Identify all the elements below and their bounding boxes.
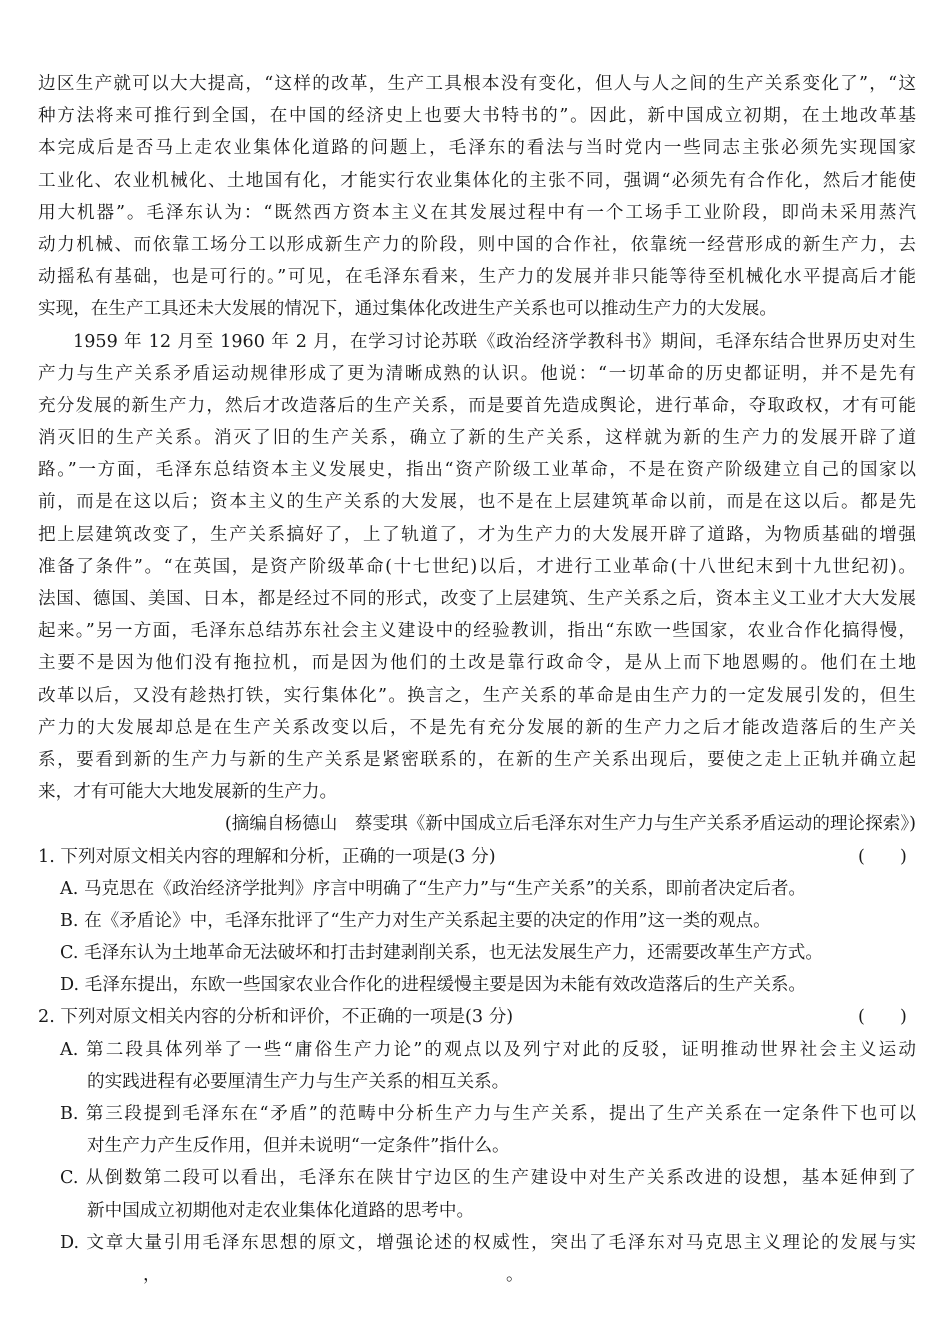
text-line: 产力的大发展却总是在生产关系改变以后，不是先有充分发展的新的生产力之后才能改造落后的生产关 bbox=[38, 717, 916, 738]
text-line: 产力与生产关系矛盾运动规律形成了更为清晰成熟的认识。他说：“一切革命的历史都证明，并不是先有 bbox=[38, 363, 916, 384]
text-line: 1959 年 12 月至 1960 年 2 月，在学习讨论苏联《政治经济学教科书》期间，毛泽东结合世界历史对生 bbox=[73, 331, 916, 352]
option-d[interactable]: D. 毛泽东提出，东欧一些国家农业合作化的进程缓慢主要是因为未能有效改造落后的生产关系。 bbox=[60, 975, 807, 996]
text-line: 前，而是在这以后；资本主义的生产关系的大发展，也不是在上层建筑革命以前，而是在这以后。都是先 bbox=[38, 492, 916, 513]
passage-paragraph-2 bbox=[38, 326, 916, 809]
option-c[interactable]: C. 从倒数第二段可以看出，毛泽东在陕甘宁边区的生产建设中对生产关系改进的设想，基本延伸到了 bbox=[60, 1168, 916, 1189]
option-a[interactable]: A. 马克思在《政治经济学批判》序言中明确了“生产力”与“生产关系”的关系，即前者决定后者。 bbox=[60, 878, 807, 899]
text-line: 充分发展的新生产力，然后才改造落后的生产关系，而是要首先造成舆论，进行革命，夺取政权，才有可能 bbox=[38, 395, 916, 416]
question-2 bbox=[38, 1001, 916, 1259]
text-line: 本完成后是否马上走农业集体化道路的问题上，毛泽东的看法与当时党内一些同志主张必须先实现国家 bbox=[38, 138, 916, 159]
text-line: 用大机器”。毛泽东认为：“既然西方资本主义在其发展过程中有一个工场手工业阶段，即尚未采用蒸汽 bbox=[38, 202, 916, 223]
question-stem: 1. 下列对原文相关内容的理解和分析，正确的一项是(3 分) bbox=[38, 846, 496, 867]
cutoff-line bbox=[38, 1259, 916, 1291]
text-line: 实现，在生产工具还未大发展的情况下，通过集体化改进生产关系也可以推动生产力的大发展。 bbox=[38, 299, 777, 320]
text-line: 改革以后，又没有趁热打铁，实行集体化”。换言之，生产关系的革命是由生产力的一定发展引发的，但生 bbox=[38, 685, 916, 706]
text-line: 边区生产就可以大大提高，“这样的改革，生产工具根本没有变化，但人与人之间的生产关系变化了”，“这 bbox=[38, 74, 916, 94]
text-line: 工业化、农业机械化、土地国有化，才能实行农业集体化的主张不同，强调“必须先有合作化，然后才能使 bbox=[38, 170, 916, 191]
option-c[interactable]: C. 毛泽东认为土地革命无法破坏和打击封建剥削关系，也无法发展生产力，还需要改革生产方式。 bbox=[60, 943, 823, 964]
option-c-continuation: 新中国成立初期他对走农业集体化道路的思考中。 bbox=[87, 1200, 475, 1221]
passage-paragraph-1 bbox=[38, 68, 916, 326]
option-a[interactable]: A. 第二段具体列举了一些“庸俗生产力论”的观点以及列宁对此的反驳，证明推动世界社会主义运动 bbox=[60, 1039, 916, 1060]
comma-fragment: ， bbox=[143, 1264, 161, 1285]
text-line: 主要不是因为他们没有拖拉机，而是因为他们的土改是靠行政命令，是从上而下地恩赐的。他们在土地 bbox=[38, 653, 916, 674]
text-line: 动力机械、而依靠工场分工以形成新生产力的阶段，则中国的合作社，依靠统一经营形成的新生产力，去 bbox=[38, 234, 916, 255]
text-line: 把上层建筑改变了，生产关系搞好了，上了轨道了，才为生产力的大发展开辟了道路，为物质基础的增强 bbox=[38, 524, 916, 545]
exam-page bbox=[38, 68, 916, 1291]
option-d[interactable]: D. 文章大量引用毛泽东思想的原文，增强论述的权威性，突出了毛泽东对马克思主义理论的发展与实 bbox=[60, 1232, 916, 1253]
text-line: 路。”一方面，毛泽东总结资本主义发展史，指出“资产阶级工业革命，不是在资产阶级建立自己的国家以 bbox=[38, 460, 916, 481]
text-line: 法国、德国、美国、日本，都是经过不同的形式，改变了上层建筑、生产关系之后，资本主义工业才大大发展 bbox=[38, 589, 916, 609]
option-a-continuation: 的实践进程有必要厘清生产力与生产关系的相互关系。 bbox=[87, 1071, 510, 1092]
text-line: 来，才有可能大大地发展新的生产力。 bbox=[38, 782, 338, 803]
option-b[interactable]: B. 在《矛盾论》中，毛泽东批评了“生产力对生产关系起主要的决定的作用”这一类的观点。 bbox=[60, 910, 771, 931]
text-line: 起来。”另一方面，毛泽东总结苏东社会主义建设中的经验教训，指出“东欧一些国家，农业合作化搞得慢， bbox=[38, 621, 916, 642]
option-b[interactable]: B. 第三段提到毛泽东在“矛盾”的范畴中分析生产力与生产关系，提出了生产关系在一定条件下也可以 bbox=[60, 1104, 916, 1124]
option-b-continuation: 对生产力产生反作用，但并未说明“一定条件”指什么。 bbox=[87, 1136, 510, 1157]
text-line: 系，要看到新的生产力与新的生产关系是紧密联系的，在新的生产关系出现后，要使之走上正轨并确立起 bbox=[38, 749, 916, 770]
question-1 bbox=[38, 841, 916, 1002]
period-fragment: 。 bbox=[506, 1264, 524, 1285]
answer-blank[interactable]: ( ) bbox=[858, 1007, 907, 1028]
answer-blank[interactable]: ( ) bbox=[858, 846, 907, 867]
source-citation: (摘编自杨德山 蔡雯琪《新中国成立后毛泽东对生产力与生产关系矛盾运动的理论探索》) bbox=[224, 814, 916, 835]
question-stem: 2. 下列对原文相关内容的分析和评价，不正确的一项是(3 分) bbox=[38, 1007, 514, 1028]
text-line: 种方法将来可推行到全国，在中国的经济史上也要大书特书的”。因此，新中国成立初期，在土地改革基 bbox=[38, 106, 916, 127]
text-line: 动摇私有基础，也是可行的。”可见，在毛泽东看来，生产力的发展并非只能等待至机械化水平提高后才能 bbox=[38, 267, 916, 288]
question-stem-row bbox=[38, 1001, 916, 1033]
text-line: 消灭旧的生产关系。消灭了旧的生产关系，确立了新的生产关系，这样就为新的生产力的发展开辟了道 bbox=[38, 428, 916, 449]
text-line: 准备了条件”。“在英国，是资产阶级革命(十七世纪)以后，才进行工业革命(十八世纪末到十九世纪初)。 bbox=[38, 556, 916, 577]
question-stem-row bbox=[38, 841, 916, 873]
